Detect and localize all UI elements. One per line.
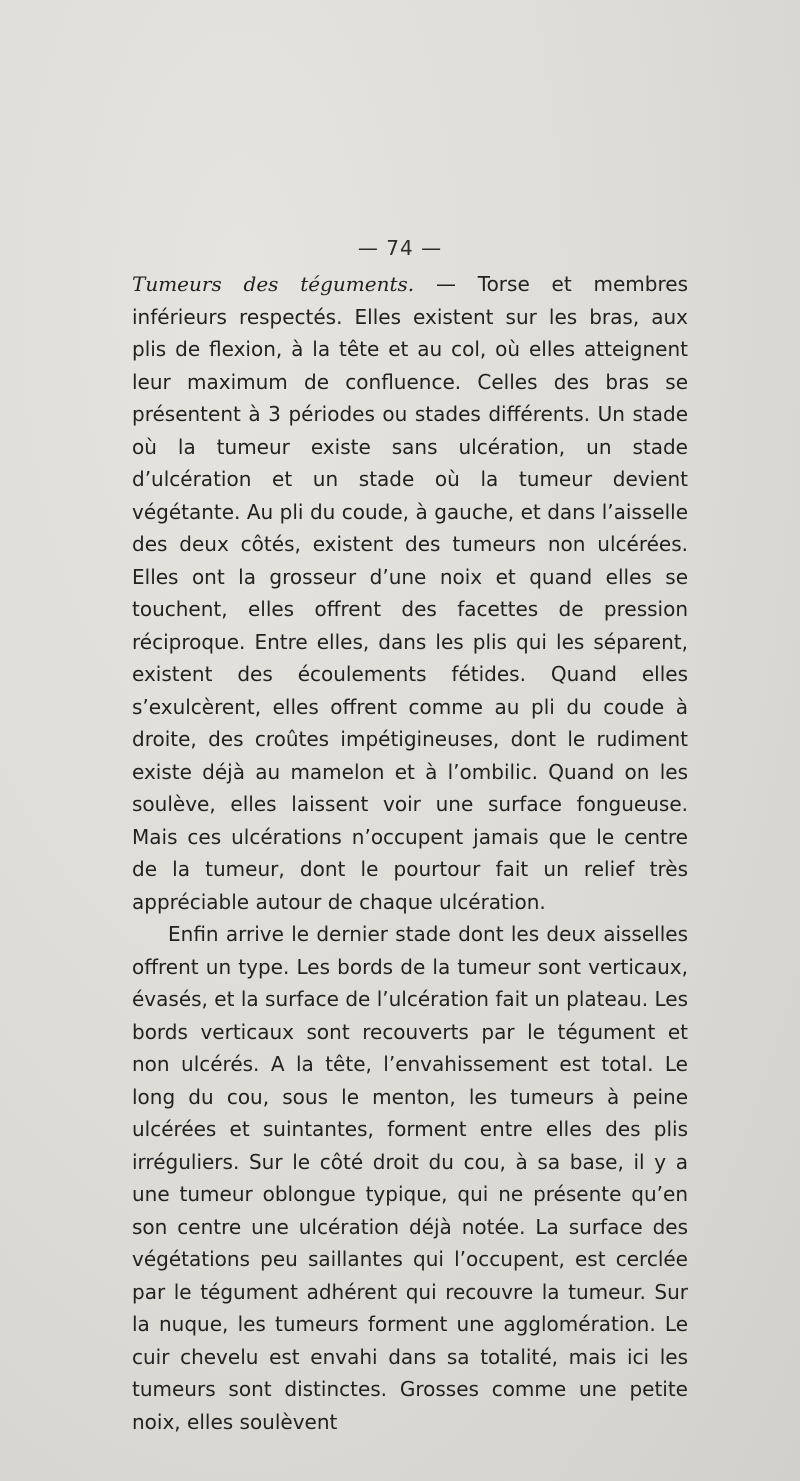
paragraph-text: — Torse et membres inférieurs respectés. Elles existent sur les bras, aux plis de flexion, à la tête et au col, où elles atteignent leur maximum de confluence. Celles des bras se présentent à 3 périodes ou stades différents. Un stade où la tumeur existe sans ulcération, un stade d’ulcération et un stade où la tumeur devient végétante. Au pli du coude, à gauche, et dans l’aisselle des deux côtés, existent des tumeurs non ulcérées. Elles ont la grosseur d’une noix et quand elles se touchent, elles offrent des facettes de pression réciproque. Entre elles, dans les plis qui les séparent, existent des écoulements fétides. Quand elles s’exulcèrent, elles offrent comme au pli du coude à droite, des croûtes impétigineuses, dont le rudiment existe déjà au mamelon et à l’ombilic. Quand on les soulève, elles laissent voir une surface fongueuse. Mais ces ulcérations n’occupent jamais que le centre de la tumeur, dont le pourtour fait un relief très appréciable autour de chaque ulcération. <box>132 272 688 914</box>
page-number: — 74 — <box>357 236 443 260</box>
paragraph-dernier-stade <box>132 918 688 1438</box>
body-text <box>132 268 688 1438</box>
section-heading: Tumeurs des téguments. <box>132 272 415 296</box>
paragraph-tumeurs-teguments <box>132 268 688 918</box>
paragraph-text: Enfin arrive le dernier stade dont les deux aisselles offrent un type. Les bords de la tumeur sont verticaux, évasés, et la surface de l’ulcération fait un plateau. Les bords verticaux sont recouverts par le tégument et non ulcérés. A la tête, l’envahissement est total. Le long du cou, sous le menton, les tumeurs à peine ulcérées et suintantes, forment entre elles des plis irréguliers. Sur le côté droit du cou, à sa base, il y a une tumeur oblongue typique, qui ne présente qu’en son centre une ulcération déjà notée. La surface des végétations peu saillantes qui l’occupent, est cerclée par le tégument adhérent qui recouvre la tumeur. Sur la nuque, les tumeurs forment une agglomération. Le cuir chevelu est envahi dans sa totalité, mais ici les tumeurs sont distinctes. Grosses comme une petite noix, elles soulèvent <box>132 922 688 1434</box>
